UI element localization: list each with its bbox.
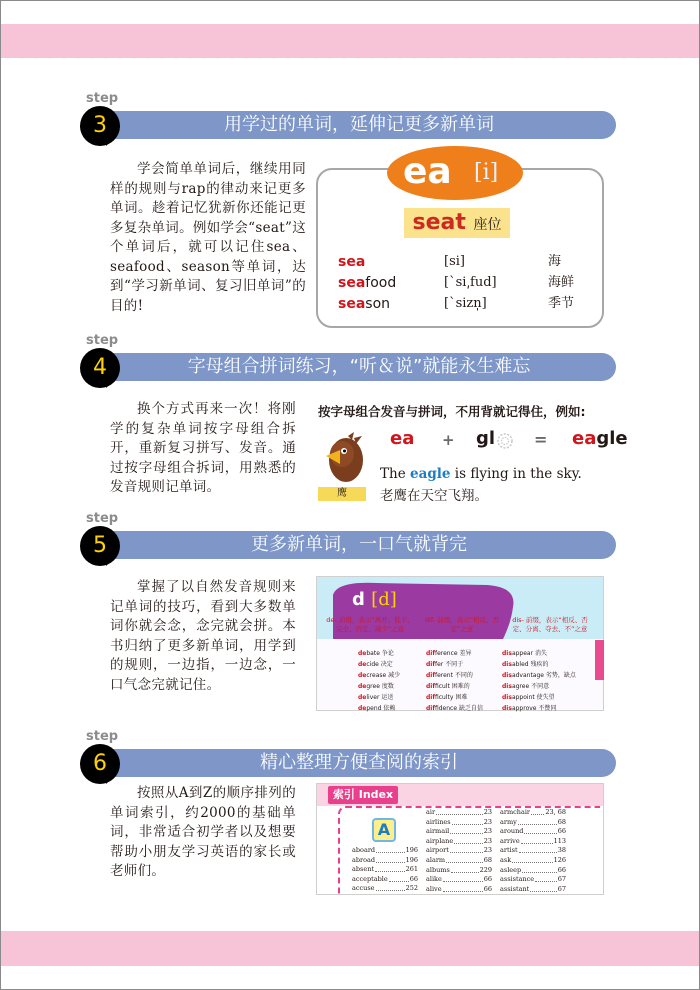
prefix-note: dif- 前缀，表示“相反、否定”之意: [424, 616, 500, 633]
ea-pattern-text: ea: [403, 151, 452, 192]
index-entry: abroad 196: [352, 855, 418, 864]
list-item: disabled 残疾的: [502, 661, 549, 668]
word-ipa: [ˋsizn̩]: [444, 296, 487, 311]
index-entry: airplane 23: [426, 836, 492, 845]
dictionary-column-de: [358, 648, 400, 714]
index-entry: accuse 252: [352, 884, 418, 893]
word-cn: 海鲜: [548, 275, 575, 290]
step-label: step: [86, 333, 119, 348]
step3-title-bar: 用学过的单词，延伸记更多新单词: [102, 111, 616, 139]
key-word: seat: [412, 210, 466, 235]
list-item: different 不同的: [426, 672, 473, 679]
index-entry: armchair 23, 68: [500, 808, 566, 816]
example-sentence: [380, 466, 582, 482]
index-entry: acceptable 66: [352, 874, 418, 883]
index-column-3: [500, 808, 566, 894]
list-item: deliver 运送: [358, 694, 394, 701]
word-cn: 季节: [548, 296, 575, 311]
step5-paragraph: 掌握了以自然发音规则来记单词的技巧，看到大多数单词你就会念，念完就会拼。本书归纳了更多新单词，用学到的规则，一边指，一边念，一口气念完就记住。: [110, 579, 296, 693]
top-scallop-border: [1, 52, 699, 66]
index-entry: airmail 23: [426, 827, 492, 836]
eagle-label: 鹰: [318, 487, 366, 501]
list-item: difference 差异: [426, 650, 472, 657]
index-entry: ask 126: [500, 855, 566, 864]
word-row: [338, 252, 588, 272]
index-entry: airlines 23: [426, 817, 492, 826]
word-ipa: [ˋsi͵fud]: [444, 275, 497, 290]
dictionary-column-dif: [426, 648, 483, 714]
word-row: [338, 294, 588, 314]
word-rest: son: [365, 296, 391, 312]
word-ipa: [si]: [444, 254, 465, 269]
index-entry: army 68: [500, 817, 566, 826]
list-item: decrease 减少: [358, 672, 401, 679]
formula-plus: +: [442, 431, 455, 449]
step5-title-bar: 更多新单词，一口气就背完: [102, 531, 616, 559]
word-highlight: sea: [338, 254, 366, 270]
ea-pattern-badge: [387, 146, 523, 200]
index-title: 索引 Index: [328, 786, 398, 804]
word-highlight: sea: [338, 296, 366, 312]
step4-demo-heading: 按字母组合发音与拼词，不用背就记得住，例如:: [318, 404, 586, 419]
sentence-end: is flying in the sky.: [450, 466, 582, 482]
step6-paragraph: 按照从A到Z的顺序排列的单词索引，约2000的基础单词，非常适合初学者以及想要帮助小朋友学习英语的家长或老师们。: [110, 785, 296, 879]
index-entry: alike 66: [426, 875, 492, 884]
index-entry: asleep 66: [500, 865, 566, 874]
index-entry: alarm 68: [426, 855, 492, 864]
step-label: step: [86, 91, 119, 106]
step-label: step: [86, 729, 119, 744]
step4-paragraph: 换个方式再来一次！将刚学的复杂单词按字母组合拆开，重新复习拼写、发音。通过按字母组合拆词，用熟悉的发音规则记单词。: [110, 401, 296, 495]
prefix-note: dis- 前缀，表示“相反、否定、分离、夺去、不”之意: [512, 616, 588, 633]
index-entry: assistance 67: [500, 875, 566, 884]
dictionary-letter: [352, 589, 397, 610]
result-rest: gle: [596, 428, 628, 449]
sentence-start: The: [380, 466, 410, 482]
step6-title-bar: 精心整理方便查阅的索引: [102, 749, 616, 777]
word-highlight: sea: [338, 275, 366, 291]
result-highlight: ea: [572, 428, 597, 449]
formula-result: [572, 428, 628, 449]
step3-paragraph: 学会简单单词后，继续用同样的规则与rap的律动来记更多单词。趁着记忆犹新你还能记更多复杂单词。例如学会“seat”这个单词后，就可以记住sea、seafood、season等单词，达到“学习新单词、复习旧单词”的目的!: [110, 161, 306, 314]
ea-pattern-ipa: [i]: [474, 160, 499, 185]
index-entry: around 66: [500, 827, 566, 836]
list-item: disappear 消失: [502, 650, 548, 657]
index-entry: airport 23: [426, 846, 492, 855]
step5-number-badge: 5: [80, 526, 120, 566]
index-entry: air 23: [426, 808, 492, 816]
list-item: disappoint 使失望: [502, 694, 555, 701]
sound-wave-icon: [496, 432, 514, 450]
index-entry: albums 229: [426, 865, 492, 874]
key-word-box: [404, 208, 510, 238]
step3-number-badge: 3: [80, 106, 120, 146]
list-item: disapprove 不赞同: [502, 705, 557, 712]
list-item: difficulty 困难: [426, 694, 468, 701]
index-entry: aboard 196: [352, 846, 418, 854]
list-item: diffidence 缺乏自信: [426, 705, 483, 712]
word-cn: 海: [548, 254, 562, 269]
list-item: depend 依赖: [358, 705, 396, 712]
list-item: disagree 不同意: [502, 683, 550, 690]
word-rest: food: [365, 275, 397, 291]
bottom-scallop-border: [1, 924, 699, 938]
step4-number-badge: 4: [80, 348, 120, 388]
word-row: [338, 273, 588, 293]
list-item: disadvantage 劣势，缺点: [502, 672, 576, 679]
index-column-1: [352, 846, 418, 894]
key-word-cn: 座位: [473, 217, 502, 233]
list-item: degree 度数: [358, 683, 394, 690]
example-sentence-cn: 老鹰在天空飞翔。: [380, 488, 488, 504]
list-item: debate 争论: [358, 650, 394, 657]
sentence-keyword: eagle: [409, 466, 451, 482]
index-entry: artist 38: [500, 846, 566, 855]
formula-part2: gl: [476, 428, 496, 449]
index-entry: assistant 67: [500, 884, 566, 893]
dictionary-letter-ipa: [d]: [371, 589, 397, 610]
list-item: differ 不同于: [426, 661, 464, 668]
prefix-note: de- 前缀，表示“离开、低下、完全、否定、减少”之意: [326, 616, 414, 633]
list-item: difficult 困难的: [426, 683, 470, 690]
step4-title-bar: 字母组合拼词练习，“听＆说”就能永生难忘: [102, 353, 616, 381]
formula-part1: ea: [390, 428, 415, 449]
dictionary-letter-text: d: [352, 589, 365, 610]
index-letter-badge: A: [372, 818, 396, 842]
formula-equals: =: [534, 430, 548, 449]
dictionary-side-tab: [595, 640, 604, 680]
step6-number-badge: 6: [80, 744, 120, 784]
index-entry: alive 66: [426, 884, 492, 893]
step-label: step: [86, 511, 119, 526]
index-column-2: [426, 808, 492, 894]
index-entry: absent 261: [352, 865, 418, 874]
eagle-icon: [318, 430, 368, 490]
list-item: decide 决定: [358, 661, 393, 668]
index-entry: arrive 113: [500, 836, 566, 845]
dictionary-column-dis: [502, 648, 576, 714]
